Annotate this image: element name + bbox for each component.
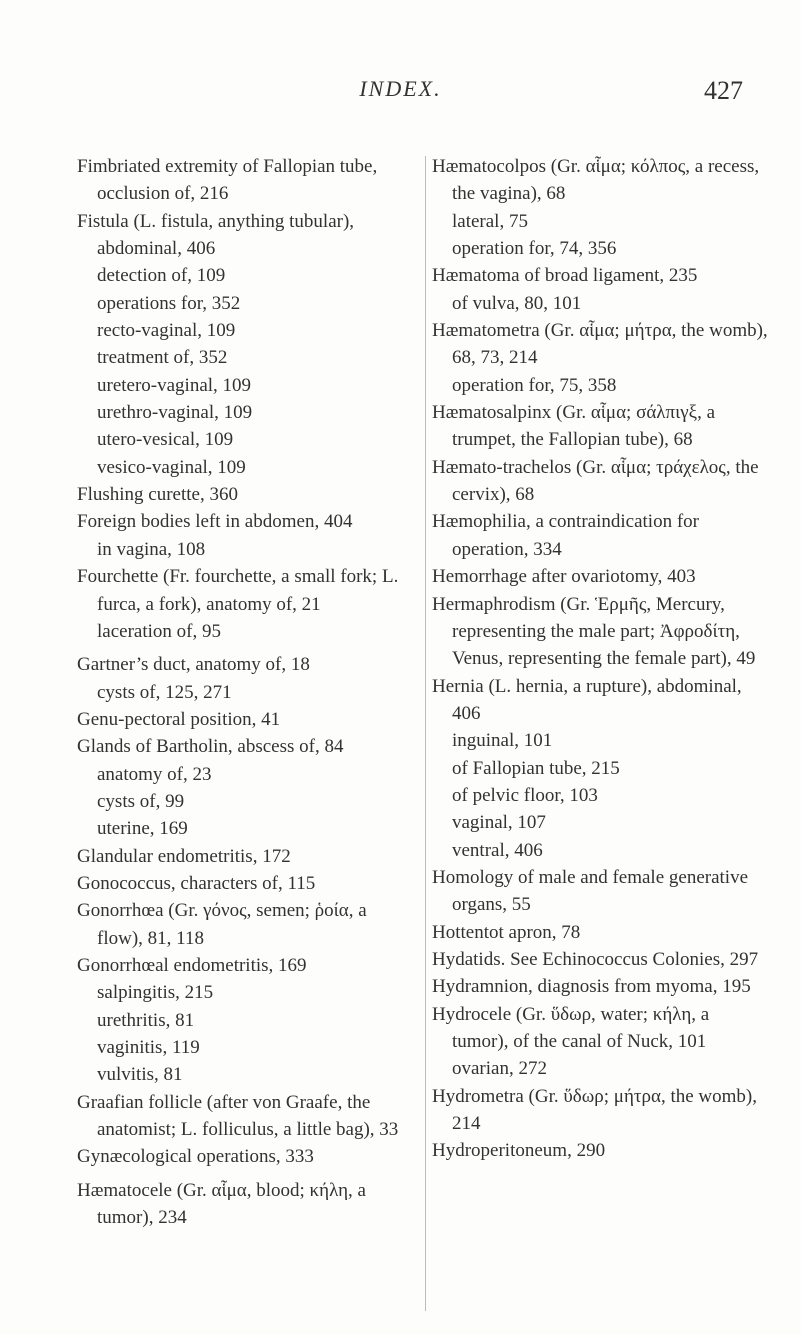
index-entry: Graafian follicle (after von Graafe, the anatomist; L. folliculus, a little bag), 33 [77, 1091, 399, 1141]
index-subentry: detection of, 109 [97, 265, 226, 287]
index-subentry: urethro-vaginal, 109 [97, 402, 253, 424]
index-entry: Gonorrhœal endometritis, 169 [77, 954, 307, 976]
index-entry: Glands of Bartholin, abscess of, 84 [77, 736, 344, 758]
index-entry: Hydramnion, diagnosis from myoma, 195 [432, 976, 751, 998]
index-entry: Foreign bodies left in abdomen, 404 [77, 511, 353, 533]
index-subentry: anatomy of, 23 [97, 763, 212, 785]
index-subentry: of Fallopian tube, 215 [452, 757, 620, 779]
index-subentry: cysts of, 125, 271 [97, 681, 232, 703]
page-header [0, 74, 801, 114]
index-entry: Hæmatocolpos (Gr. αἷμα; κόλπος, a recess, the vagina), 68 [432, 156, 760, 205]
index-subentry: recto-vaginal, 109 [97, 320, 236, 342]
index-subentry: uretero-vaginal, 109 [97, 374, 252, 396]
index-entry: Hottentot apron, 78 [432, 921, 581, 943]
index-entry: Hæmatometra (Gr. αἷμα; μήτρα, the womb), 68, 73, 214 [432, 320, 768, 369]
index-entry: Gonorrhœa (Gr. γόνος, semen; ῥοία, a flow), 81, 118 [77, 900, 367, 949]
right-index-column [432, 153, 770, 1165]
index-subentry: operation for, 75, 358 [452, 374, 617, 396]
index-entry: Fimbriated extremity of Fallopian tube, occlusion of, 216 [77, 156, 378, 205]
index-entry: Fistula (L. fistula, anything tubular), abdominal, 406 [77, 210, 355, 260]
index-entry: Hæmophilia, a contraindication for operation, 334 [432, 511, 699, 560]
index-subentry: ventral, 406 [452, 839, 543, 861]
index-entry: Hermaphrodism (Gr. Ἑρμῆς, Mercury, representing the male part; Ἀφροδίτη, Venus, representing the female part), 49 [432, 593, 756, 670]
index-subentry: lateral, 75 [452, 210, 528, 232]
index-subentry: vesico-vaginal, 109 [97, 456, 246, 478]
column-divider [425, 156, 426, 1311]
index-subentry: vaginal, 107 [452, 812, 546, 834]
index-entry: Hæmato-trachelos (Gr. αἷμα; τράχελος, the cervix), 68 [432, 456, 759, 506]
index-entry: Flushing curette, 360 [77, 484, 238, 506]
index-subentry: salpingitis, 215 [97, 982, 214, 1004]
index-subentry: vaginitis, 119 [97, 1037, 200, 1058]
index-entry: Hydrocele (Gr. ὕδωρ, water; κήλη, a tumor), of the canal of Nuck, 101 [432, 1003, 710, 1052]
index-subentry: treatment of, 352 [97, 347, 228, 369]
index-subentry: operation for, 74, 356 [452, 238, 617, 260]
index-subentry: operations for, 352 [97, 292, 241, 314]
index-entry: Gynæcological operations, 333 [77, 1146, 314, 1168]
index-entry: Hemorrhage after ovariotomy, 403 [432, 566, 696, 588]
index-subentry: utero-vesical, 109 [97, 429, 234, 451]
index-subentry: ovarian, 272 [452, 1058, 547, 1080]
page-number: 427 [704, 76, 743, 105]
index-entry: Hæmatocele (Gr. αἷμα, blood; κήλη, a tumor), 234 [77, 1179, 366, 1229]
running-title: INDEX. [359, 76, 442, 101]
index-subentry: vulvitis, 81 [97, 1064, 183, 1086]
index-entry: Fourchette (Fr. fourchette, a small fork; L. furca, a fork), anatomy of, 21 [77, 566, 399, 615]
index-subentry: cysts of, 99 [97, 790, 185, 812]
index-entry: Glandular endometritis, 172 [77, 845, 291, 867]
index-entry: Hæmatoma of broad ligament, 235 [432, 265, 698, 287]
index-entry: Hydatids. See Echinococcus Colonies, 297 [432, 948, 759, 970]
index-entry: Hydroperitoneum, 290 [432, 1140, 606, 1162]
index-entry: Gonococcus, characters of, 115 [77, 872, 316, 894]
index-entry: Homology of male and female generative organs, 55 [432, 866, 749, 916]
index-subentry: of vulva, 80, 101 [452, 292, 582, 314]
index-subentry: of pelvic floor, 103 [452, 784, 598, 806]
index-entry: Hydrometra (Gr. ὕδωρ; μήτρα, the womb), 214 [432, 1085, 757, 1135]
index-subentry: laceration of, 95 [97, 620, 221, 642]
index-entry: Hæmatosalpinx (Gr. αἷμα; σάλπιγξ, a trumpet, the Fallopian tube), 68 [432, 402, 715, 451]
left-index-column [77, 153, 415, 1231]
index-entry: Genu-pectoral position, 41 [77, 708, 281, 730]
index-subentry: in vagina, 108 [97, 538, 206, 560]
index-subentry: inguinal, 101 [452, 730, 553, 752]
index-subentry: urethritis, 81 [97, 1009, 195, 1031]
index-entry: Gartner’s duct, anatomy of, 18 [77, 654, 310, 676]
index-subentry: uterine, 169 [97, 818, 188, 840]
index-entry: Hernia (L. hernia, a rupture), abdominal, 406 [432, 675, 742, 724]
